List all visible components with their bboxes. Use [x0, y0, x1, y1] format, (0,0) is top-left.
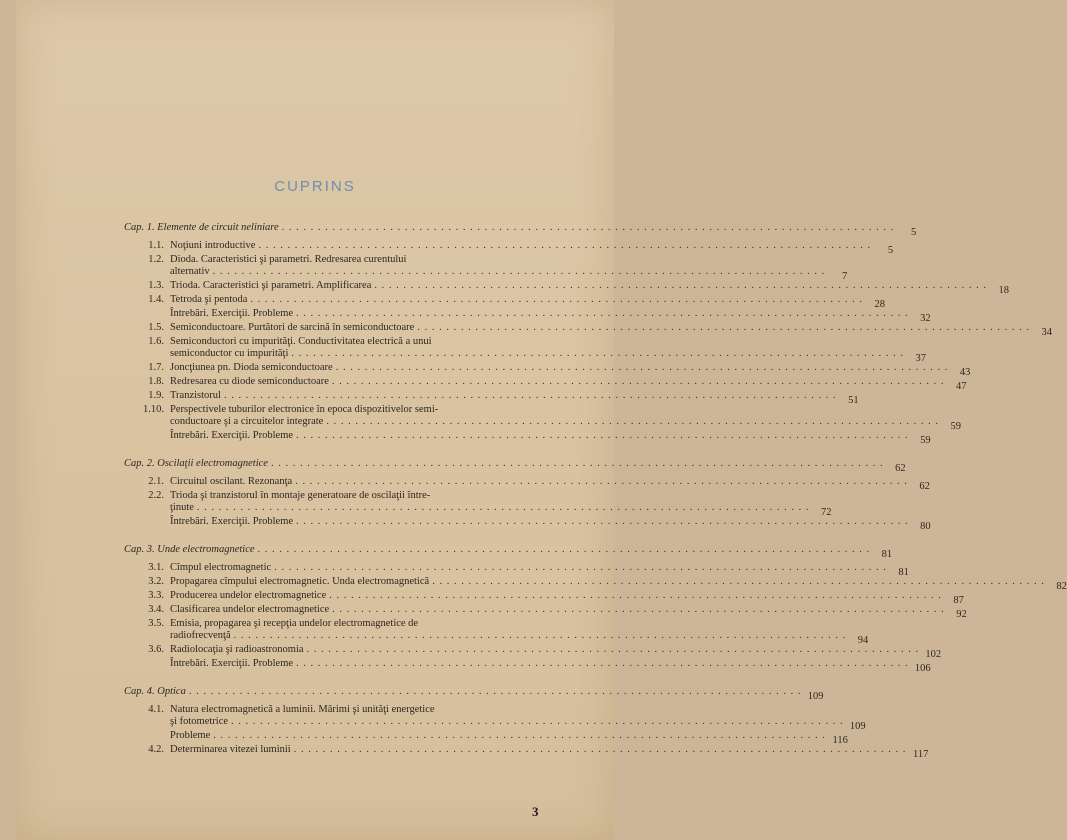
entry-line — [170, 336, 904, 348]
dot-leader — [374, 280, 987, 292]
entry-number: 1.3. — [148, 280, 164, 291]
entry-title: Semiconductoare. Purtători de sarcină în semiconductoare — [170, 322, 415, 333]
dot-leader — [250, 294, 863, 306]
toc-chapter — [124, 686, 824, 702]
dot-leader — [282, 222, 895, 234]
entry-page-number: 94 — [857, 635, 869, 646]
entry-title: Întrebări. Exerciţii. Probleme — [170, 308, 294, 319]
entry-body — [124, 544, 893, 560]
entry-body — [170, 308, 931, 324]
entry-body — [170, 404, 961, 432]
entry-line — [170, 730, 826, 742]
entry-line — [170, 604, 945, 616]
entry-title: Propagarea cîmpului electromagnetic. Unda electromagnetică — [170, 576, 430, 587]
entry-page-number: 7 — [842, 271, 848, 282]
entry-body — [170, 322, 1052, 338]
entry-number: 3.3. — [148, 590, 164, 601]
entry-title: Întrebări. Exerciţii. Probleme — [170, 516, 294, 527]
entry-line — [170, 562, 887, 574]
dot-leader — [213, 266, 826, 278]
dot-leader — [224, 390, 837, 402]
entry-body — [170, 362, 971, 378]
entry-line — [170, 430, 909, 442]
entry-line — [170, 644, 919, 656]
entry-title: Producerea undelor electromagnetice — [170, 590, 327, 601]
entry-line — [170, 630, 846, 642]
dot-leader — [258, 240, 871, 252]
entry-page-number: 102 — [925, 649, 942, 660]
table-of-contents — [124, 222, 1067, 760]
entry-body — [170, 476, 930, 492]
entry-title: Redresarea cu diode semiconductoare — [170, 376, 329, 387]
entry-title: Dioda. Caracteristici şi parametri. Redresarea curentului — [170, 254, 407, 265]
entry-line — [170, 716, 844, 728]
dot-leader — [326, 416, 939, 428]
entry-line — [124, 686, 801, 698]
entry-line — [170, 280, 987, 292]
entry-title: şi fotometrice — [170, 716, 229, 727]
dot-leader — [417, 322, 1030, 334]
toc-entry — [124, 618, 869, 646]
entry-page-number: 81 — [898, 567, 909, 578]
entry-title: Cap. 1. Elemente de circuit neliniare — [124, 222, 279, 233]
entry-number: 2.2. — [148, 490, 164, 501]
entry-number: 3.6. — [148, 644, 164, 655]
entry-body — [170, 280, 1010, 296]
dot-leader — [332, 376, 945, 388]
dot-leader — [432, 576, 1045, 588]
entry-title: Cap. 2. Oscilaţii electromagnetice — [124, 458, 268, 469]
entry-page-number: 32 — [920, 313, 931, 324]
entry-body — [170, 516, 931, 532]
dot-leader — [271, 458, 884, 470]
toc-entry — [124, 280, 1010, 296]
entry-number: 3.4. — [148, 604, 164, 615]
dot-leader — [189, 686, 802, 698]
entry-number: 1.4. — [148, 294, 164, 305]
entry-body — [170, 590, 964, 606]
entry-title: Joncţiunea pn. Dioda semiconductoare — [170, 362, 333, 373]
page-number: 3 — [532, 804, 539, 819]
entry-body — [170, 576, 1067, 592]
entry-title: Tranzistorul — [170, 390, 221, 401]
entry-page-number: 80 — [920, 521, 931, 532]
entry-line — [170, 362, 948, 374]
toc-entry — [124, 658, 931, 674]
entry-page-number: 109 — [807, 691, 824, 702]
entry-title: semiconductor cu impurităţi — [170, 348, 289, 359]
entry-number: 1.6. — [148, 336, 164, 347]
toc-entry — [124, 308, 931, 324]
dot-leader — [329, 590, 942, 602]
entry-line — [170, 266, 825, 278]
entry-title: alternativ — [170, 266, 210, 277]
entry-line — [170, 576, 1045, 588]
entry-line — [170, 404, 939, 416]
entry-body — [124, 222, 917, 238]
entry-page-number: 62 — [895, 463, 906, 474]
toc-entry — [124, 730, 848, 746]
entry-page-number: 5 — [911, 227, 917, 238]
dot-leader — [307, 644, 920, 656]
entry-page-number: 37 — [915, 353, 927, 364]
entry-page-number: 18 — [998, 285, 1010, 296]
entry-title: Cîmpul electromagnetic — [170, 562, 272, 573]
entry-page-number: 5 — [887, 245, 894, 256]
entry-title: Natura electromagnetică a luminii. Mărimi şi unităţi energetice — [170, 704, 435, 715]
entry-title: Probleme — [170, 730, 211, 741]
entry-number: 1.1. — [148, 240, 164, 251]
toc-entry — [124, 576, 1067, 592]
entry-line — [170, 658, 909, 670]
entry-line — [170, 516, 909, 528]
entry-title: Clasificarea undelor electromagnetice — [170, 604, 330, 615]
entry-line — [170, 348, 904, 360]
entry-body — [124, 686, 824, 702]
page-title: CUPRINS — [274, 178, 356, 195]
toc-entry — [124, 590, 964, 606]
entry-page-number: 34 — [1041, 327, 1052, 338]
toc-entry — [124, 490, 832, 518]
entry-body — [170, 644, 942, 660]
entry-line — [170, 490, 810, 502]
entry-title: ţinute — [170, 502, 194, 513]
entry-page-number: 87 — [953, 595, 964, 606]
entry-page-number: 72 — [821, 507, 832, 518]
dot-leader — [295, 476, 908, 488]
dot-leader — [274, 562, 887, 574]
chapter-spacer — [124, 530, 514, 544]
dot-leader — [332, 604, 945, 616]
entry-body — [170, 604, 967, 620]
entry-title: Trioda. Caracteristici şi parametri. Amplificarea — [170, 280, 372, 291]
toc-entry — [124, 562, 909, 578]
entry-body — [170, 490, 832, 518]
entry-body — [170, 704, 866, 732]
entry-body — [170, 562, 909, 578]
entry-body — [170, 430, 931, 446]
entry-number: 3.1. — [148, 562, 164, 573]
toc-entry — [124, 404, 961, 432]
entry-page-number: 47 — [956, 381, 967, 392]
toc-entry — [124, 294, 886, 310]
entry-title: Întrebări. Exerciţii. Probleme — [170, 430, 294, 441]
toc-entry — [124, 476, 930, 492]
dot-leader — [213, 730, 826, 742]
entry-line — [170, 240, 871, 252]
entry-body — [170, 730, 848, 746]
entry-number: 1.9. — [148, 390, 164, 401]
entry-number: 1.5. — [148, 322, 164, 333]
entry-number: 4.2. — [148, 744, 164, 755]
entry-body — [170, 658, 931, 674]
toc-chapter — [124, 222, 917, 238]
entry-line — [170, 254, 825, 266]
toc-entry — [124, 376, 967, 392]
entry-line — [170, 502, 810, 514]
toc-entry — [124, 644, 942, 660]
entry-title: Cap. 3. Unde electromagnetice — [124, 544, 255, 555]
entry-body — [170, 254, 848, 282]
entry-number: 2.1. — [148, 476, 164, 487]
entry-body — [170, 744, 929, 760]
entry-number: 1.10. — [143, 404, 164, 415]
entry-page-number: 51 — [848, 395, 859, 406]
entry-number: 1.7. — [148, 362, 164, 373]
entry-line — [170, 618, 846, 630]
entry-body — [124, 458, 906, 474]
entry-line — [124, 544, 870, 556]
entry-page-number: 117 — [912, 749, 929, 760]
entry-line — [170, 294, 863, 306]
entry-title: Emisia, propagarea şi recepţia undelor electromagnetice de — [170, 618, 419, 629]
entry-title: Trioda şi tranzistorul în montaje generatoare de oscilaţii între- — [170, 490, 431, 501]
toc-entry — [124, 240, 894, 256]
entry-page-number: 81 — [881, 549, 893, 560]
entry-page-number: 62 — [919, 481, 930, 492]
toc-entry — [124, 390, 859, 406]
entry-page-number: 106 — [914, 663, 931, 674]
entry-line — [170, 322, 1030, 334]
entry-page-number: 92 — [956, 609, 967, 620]
dot-leader — [234, 630, 847, 642]
entry-line — [124, 458, 884, 470]
dot-leader — [336, 362, 949, 374]
entry-page-number: 59 — [920, 435, 931, 446]
dot-leader — [258, 544, 871, 556]
entry-title: Perspectivele tuburilor electronice în epoca dispozitivelor semi- — [170, 404, 439, 415]
entry-line — [170, 308, 909, 320]
dot-leader — [231, 716, 844, 728]
entry-title: Determinarea vitezei luminii — [170, 744, 291, 755]
dot-leader — [294, 744, 907, 756]
entry-title: Semiconductori cu impurităţi. Conductivitatea electrică a unui — [170, 336, 432, 347]
entry-title: Radiolocaţia şi radioastronomia — [170, 644, 304, 655]
entry-title: Noţiuni introductive — [170, 240, 256, 251]
entry-page-number: 116 — [832, 735, 848, 746]
entry-body — [170, 240, 894, 256]
entry-body — [170, 294, 886, 310]
entry-number: 1.8. — [148, 376, 164, 387]
entry-body — [170, 390, 859, 406]
dot-leader — [197, 502, 810, 514]
toc-entry — [124, 362, 971, 378]
entry-line — [170, 744, 906, 756]
entry-title: radiofrecvenţă — [170, 630, 231, 641]
entry-body — [170, 376, 967, 392]
toc-entry — [124, 744, 929, 760]
entry-line — [170, 390, 837, 402]
toc-entry — [124, 704, 866, 732]
entry-line — [170, 590, 942, 602]
entry-title: Circuitul oscilant. Rezonanţa — [170, 476, 293, 487]
toc-entry — [124, 254, 848, 282]
entry-line — [124, 222, 894, 234]
entry-number: 1.2. — [148, 254, 164, 265]
entry-line — [170, 416, 939, 428]
entry-number: 4.1. — [148, 704, 164, 715]
chapter-spacer — [124, 444, 514, 458]
toc-entry — [124, 516, 931, 532]
dot-leader — [296, 430, 909, 442]
toc-chapter — [124, 458, 906, 474]
entry-page-number: 109 — [849, 721, 866, 732]
entry-page-number: 82 — [1056, 581, 1067, 592]
entry-number: 3.5. — [148, 618, 164, 629]
entry-line — [170, 704, 844, 716]
entry-page-number: 59 — [950, 421, 961, 432]
entry-title: Întrebări. Exerciţii. Probleme — [170, 658, 294, 669]
entry-line — [170, 376, 945, 388]
entry-line — [170, 476, 908, 488]
dot-leader — [291, 348, 904, 360]
dot-leader — [296, 658, 909, 670]
toc-entry — [124, 430, 931, 446]
entry-title: conductoare şi a circuitelor integrate — [170, 416, 324, 427]
entry-body — [170, 618, 869, 646]
dot-leader — [296, 308, 909, 320]
toc-chapter — [124, 544, 893, 560]
dot-leader — [296, 516, 909, 528]
toc-entry — [124, 604, 967, 620]
chapter-spacer — [124, 672, 514, 686]
entry-body — [170, 336, 927, 364]
entry-title: Tetroda şi pentoda — [170, 294, 248, 305]
entry-number: 3.2. — [148, 576, 164, 587]
entry-page-number: 28 — [874, 299, 886, 310]
entry-title: Cap. 4. Optica — [124, 686, 186, 697]
toc-entry — [124, 336, 927, 364]
toc-entry — [124, 322, 1052, 338]
entry-page-number: 43 — [959, 367, 971, 378]
